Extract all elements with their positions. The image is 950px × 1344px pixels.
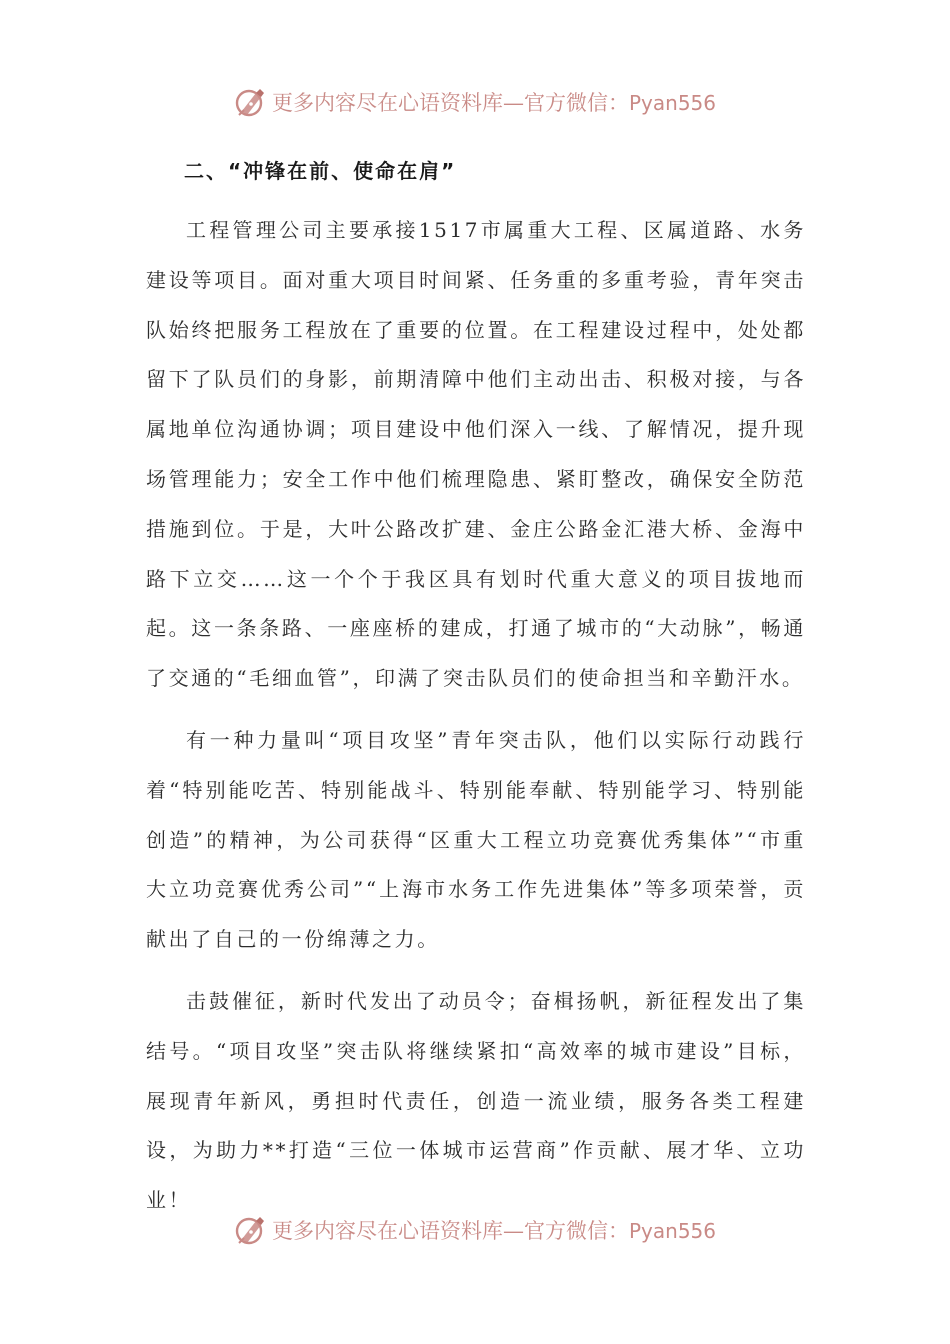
banner-text xyxy=(272,1215,716,1245)
banner-text-main: 更多内容尽在心语资料库—官方微信： xyxy=(271,1219,629,1243)
pen-nib-logo-icon xyxy=(234,1213,268,1247)
paragraph-3: 击鼓催征，新时代发出了动员令；奋楫扬帆，新征程发出了集结号。“项目攻坚”突击队将继续紧扣“高效率的城市建设”目标，展现青年新风，勇担时代责任，创造一流业绩，服务各类工程建设，为助力**打造“三位一体城市运营商”作贡献、展才华、立功业！ xyxy=(146,988,806,1213)
paragraph-2: 有一种力量叫“项目攻坚”青年突击队，他们以实际行动践行着“特别能吃苦、特别能战斗、特别能奉献、特别能学习、特别能创造”的精神，为公司获得“区重大工程立功竞赛优秀集体”“市重大立功竞赛优秀公司”“上海市水务工作先进集体”等多项荣誉，贡献出了自己的一份绵薄之力。 xyxy=(146,727,806,952)
footer-banner xyxy=(0,1208,950,1252)
banner-wechat-id: Pyan556 xyxy=(628,91,716,115)
pen-nib-logo-icon xyxy=(234,85,268,119)
document-body xyxy=(146,146,806,1238)
banner-text xyxy=(272,87,716,117)
banner-wechat-id: Pyan556 xyxy=(628,1219,716,1243)
paragraph-1: 工程管理公司主要承接1517市属重大工程、区属道路、水务建设等项目。面对重大项目时间紧、任务重的多重考验，青年突击队始终把服务工程放在了重要的位置。在工程建设过程中，处处都留下了队员们的身影，前期清障中他们主动出击、积极对接，与各属地单位沟通协调；项目建设中他们深入一线、了解情况，提升现场管理能力；安全工作中他们梳理隐患、紧盯整改，确保安全防范措施到位。于是，大叶公路改扩建、金庄公路金汇港大桥、金海中路下立交……这一个个于我区具有划时代重大意义的项目拔地而起。这一条条路、一座座桥的建成，打通了城市的“大动脉”，畅通了交通的“毛细血管”，印满了突击队员们的使命担当和辛勤汗水。 xyxy=(146,218,806,691)
banner-text-main: 更多内容尽在心语资料库—官方微信： xyxy=(271,91,629,115)
section-heading: 二、“冲锋在前、使命在肩” xyxy=(184,159,457,183)
header-banner xyxy=(0,80,950,124)
